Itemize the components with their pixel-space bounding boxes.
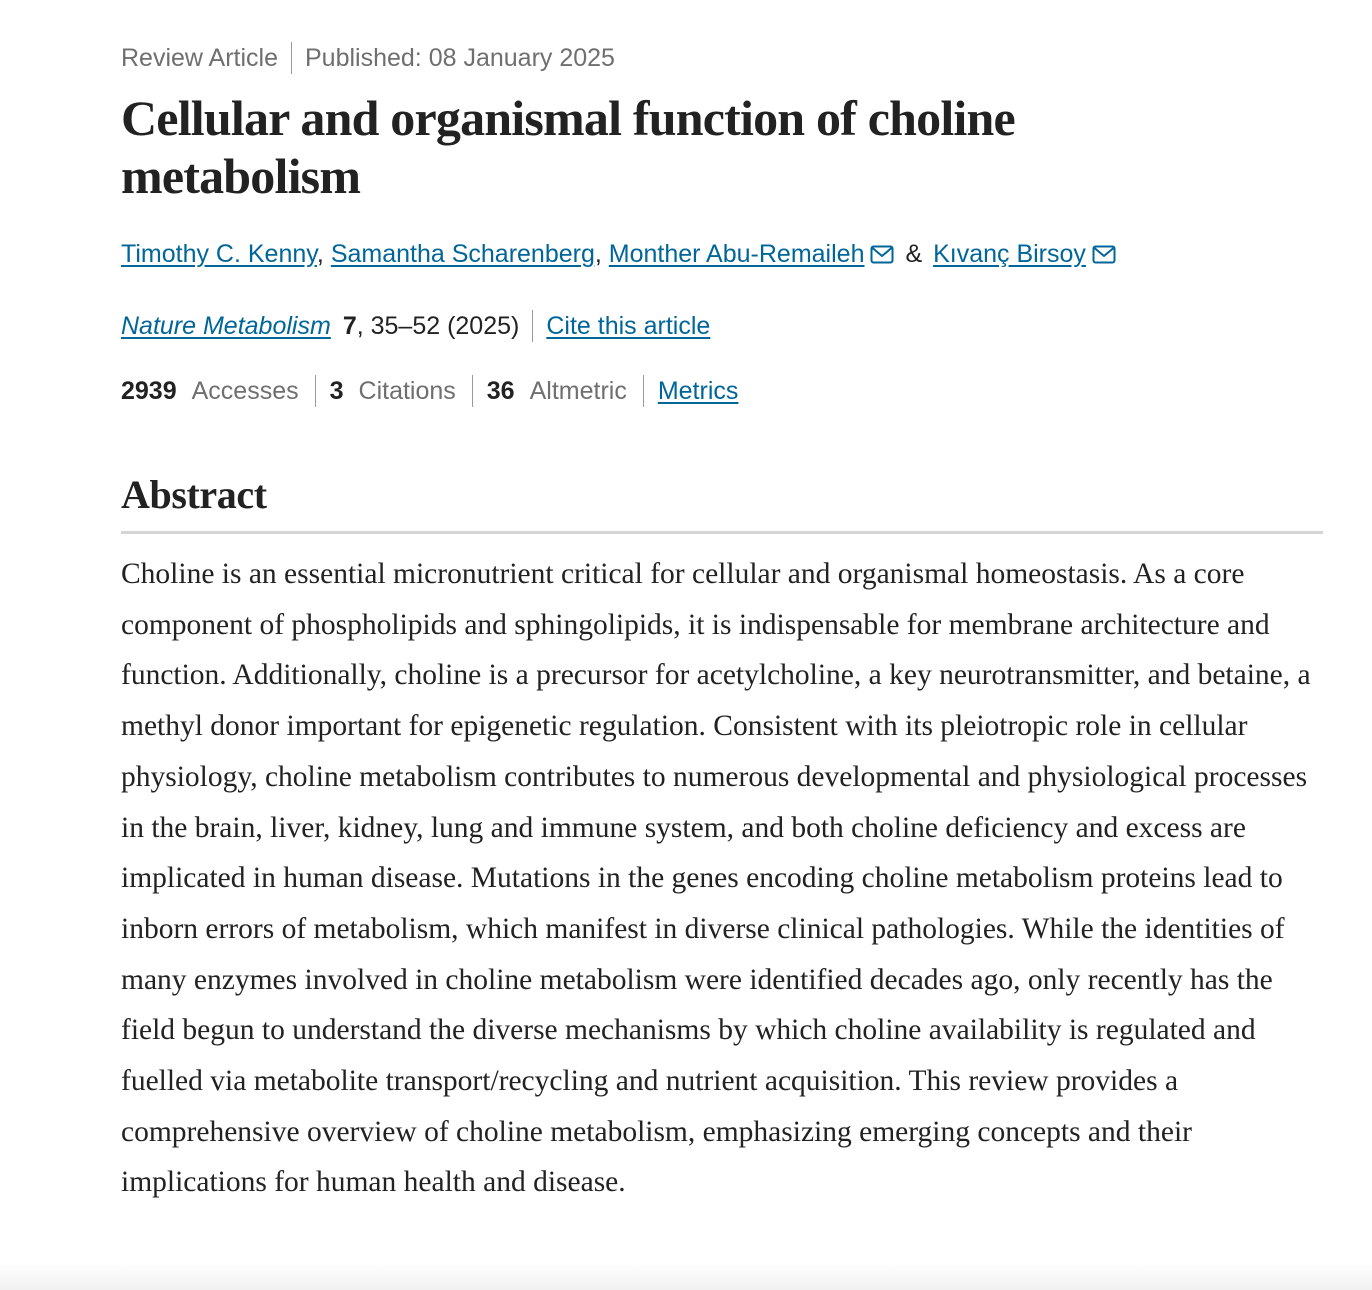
- author-link-scharenberg[interactable]: Samantha Scharenberg: [330, 240, 595, 268]
- envelope-icon[interactable]: [870, 240, 894, 274]
- abstract-text: Choline is an essential micronutrient critical for cellular and organismal homeostasis. As a core component of phospholipids and sphingolipids, it is indispensable for membrane architecture and function. Additionally, choline is a precursor for acetylcholine, a key neurotransmitter, and betaine, a methyl donor important for epigenetic regulation. Consistent with its pleiotropic role in cellular physiology, choline metabolism contributes to numerous developmental and physiological processes in the brain, liver, kidney, lung and immune system, and both choline deficiency and excess are implicated in human disease. Mutations in the genes encoding choline metabolism proteins lead to inborn errors of metabolism, which manifest in diverse clinical pathologies. While the identities of many enzymes involved in choline metabolism were identified decades ago, only recently has the field begun to understand the diverse mechanisms by which choline availability is regulated and fuelled via metabolite transport/recycling and nutrient acquisition. This review provides a comprehensive overview of choline metabolism, emphasizing emerging concepts and their implications for human health and disease.: [121, 558, 1311, 1199]
- accesses-count: 2939: [121, 377, 177, 405]
- metrics-divider: [643, 375, 644, 407]
- published-date: Published: 08 January 2025: [305, 44, 615, 72]
- author-link-birsoy[interactable]: Kıvanç Birsoy: [933, 240, 1086, 268]
- cite-this-article-link[interactable]: Cite this article: [546, 312, 711, 340]
- journal-link[interactable]: Nature Metabolism: [121, 312, 331, 340]
- pages-year: , 35–52 (2025): [356, 312, 520, 340]
- meta-divider: [291, 42, 292, 74]
- envelope-icon[interactable]: [1092, 240, 1116, 274]
- altmetric-count: 36: [486, 377, 515, 405]
- author-link-kenny[interactable]: Timothy C. Kenny: [121, 240, 317, 268]
- metrics-link[interactable]: Metrics: [657, 377, 739, 405]
- metrics-bar: [121, 374, 738, 408]
- author-ampersand: &: [905, 240, 923, 268]
- citation-divider: [532, 310, 533, 342]
- altmetric-label: Altmetric: [529, 377, 627, 405]
- article-type: Review Article: [121, 44, 278, 72]
- accesses-label: Accesses: [191, 377, 299, 405]
- metrics-divider: [315, 375, 316, 407]
- article-title: Cellular and organismal function of choline metabolism: [121, 90, 1015, 204]
- citations-count: 3: [329, 377, 344, 405]
- author-link-abu-remaileh[interactable]: Monther Abu-Remaileh: [608, 240, 865, 268]
- abstract-heading: Abstract: [121, 472, 267, 517]
- volume-number: 7: [342, 312, 357, 340]
- metrics-divider: [472, 375, 473, 407]
- article-meta-line: [121, 42, 615, 74]
- author-comma: ,: [316, 240, 324, 268]
- section-divider: [121, 531, 1323, 534]
- author-list: [121, 237, 1116, 274]
- citations-label: Citations: [358, 377, 456, 405]
- author-comma: ,: [594, 240, 602, 268]
- bottom-fade: [0, 1262, 1372, 1290]
- citation-line: [121, 309, 710, 343]
